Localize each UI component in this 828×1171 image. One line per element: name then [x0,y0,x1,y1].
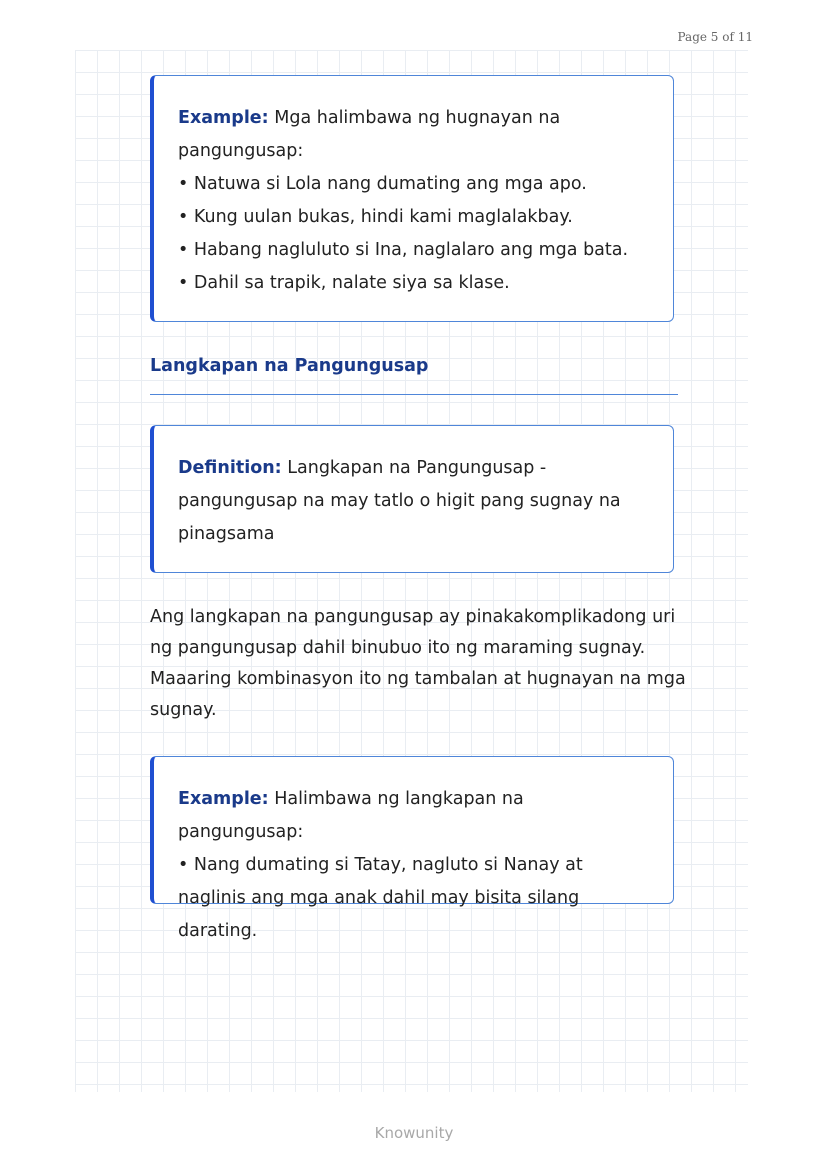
example-list [178,849,653,948]
section-heading: Langkapan na Pangungusap [150,356,678,395]
list-item: • Habang nagluluto si Ina, naglalaro ang mga bata. [178,234,653,267]
list-item: • Nang dumating si Tatay, nagluto si Nanay at naglinis ang mga anak dahil may bisita silang darating. [178,849,653,948]
page-number: Page 5 of 11 [677,30,753,44]
definition-box [150,425,674,573]
example-box-hugnayan [150,75,674,322]
definition-text [178,452,653,551]
example-list [178,168,653,300]
example-intro [178,783,653,849]
definition-label: Definition: [178,458,282,478]
list-item: • Dahil sa trapik, nalate siya sa klase. [178,267,653,300]
footer-brand: Knowunity [374,1124,454,1142]
body-paragraph: Ang langkapan na pangungusap ay pinakakomplikadong uri ng pangungusap dahil binubuo ito ng maraming sugnay. Maaaring kombinasyon ito ng tambalan at hugnayan na mga sugnay. [150,607,686,720]
example-box-langkapan [150,756,674,941]
example-intro [178,102,653,168]
definition-body: Langkapan na Pangungusap - pangungusap na may tatlo o higit pang sugnay na pinagsama [178,458,621,544]
list-item: • Kung uulan bukas, hindi kami maglalakbay. [178,201,653,234]
example-label: Example: [178,108,269,128]
example-intro-text: Mga halimbawa ng hugnayan na pangungusap: [178,108,561,161]
example-label: Example: [178,789,269,809]
list-item: • Natuwa si Lola nang dumating ang mga apo. [178,168,653,201]
example-intro-text: Halimbawa ng langkapan na pangungusap: [178,789,524,842]
